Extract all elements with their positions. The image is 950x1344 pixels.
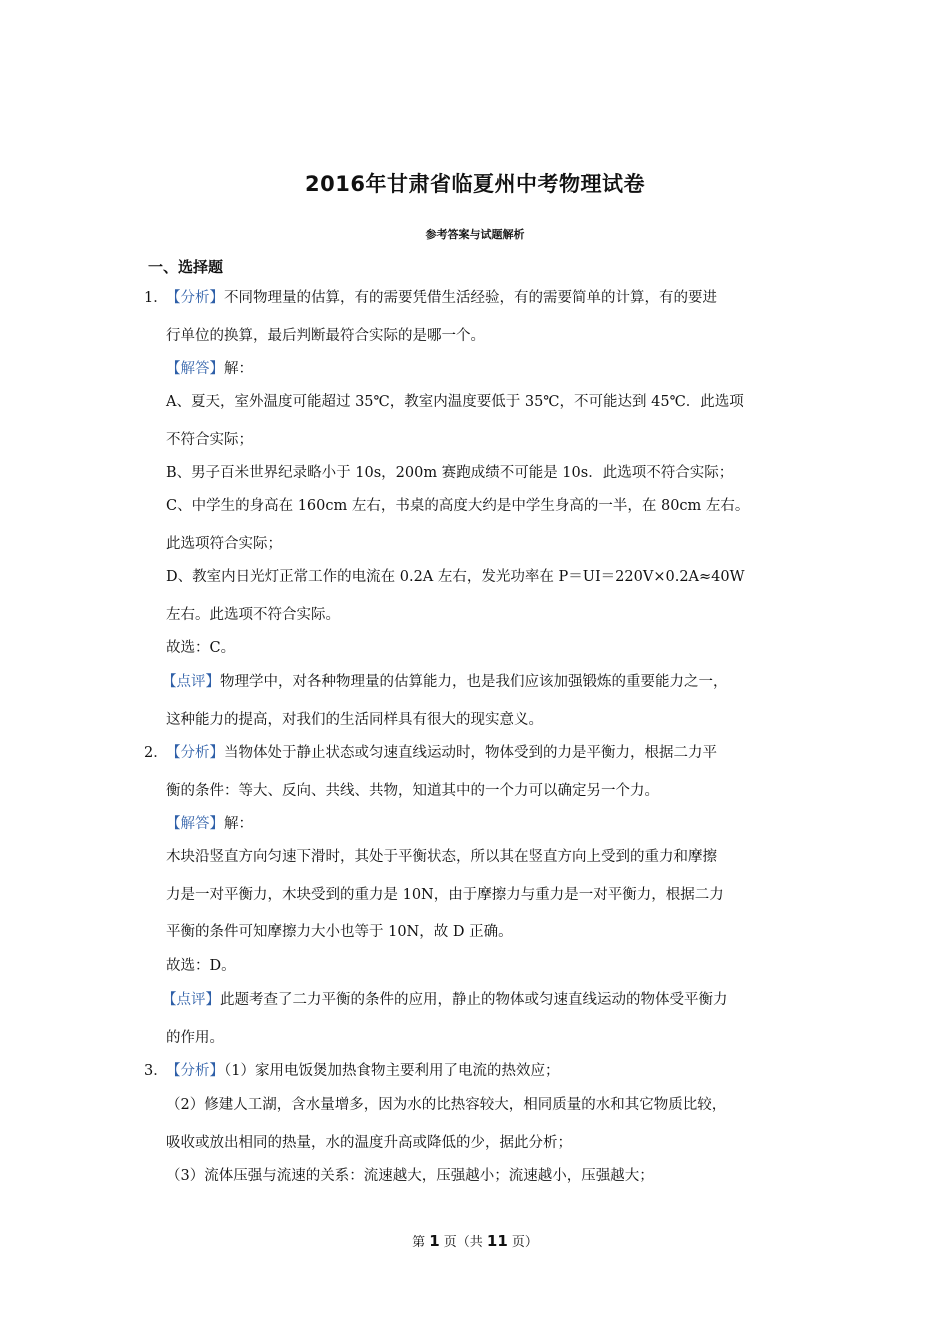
answer-tag: 【解答】 <box>166 816 224 832</box>
analysis-tag: 【分析】 <box>166 290 224 306</box>
q2-comment <box>162 990 728 1010</box>
text-line: 衡的条件：等大、反向、共线、共物，知道其中的一个力可以确定另一个力。 <box>166 783 659 799</box>
text-line: 解： <box>224 816 253 832</box>
footer-text: 页） <box>507 1235 538 1250</box>
text-line: D、教室内日光灯正常工作的电流在 0.2A 左右，发光功率在 P＝UI＝220V×0.2A≈40W <box>166 569 745 585</box>
text-line: B、男子百米世界纪录略小于 10s，200m 赛跑成绩不可能是 10s．此选项不符合实际； <box>166 465 734 481</box>
question-number: 2． <box>144 745 168 761</box>
text-line: A、夏天，室外温度可能超过 35℃，教室内温度要低于 35℃，不可能达到 45℃．此选项 <box>166 394 744 410</box>
text-line: 此选项符合实际； <box>166 536 282 552</box>
text-line: 平衡的条件可知摩擦力大小也等于 10N，故 D 正确。 <box>166 924 513 940</box>
comment-tag: 【点评】 <box>162 992 220 1008</box>
q1-answer <box>166 359 253 379</box>
page-footer <box>0 1231 950 1250</box>
page-total: 11 <box>486 1232 508 1250</box>
text-line: 这种能力的提高，对我们的生活同样具有很大的现实意义。 <box>166 712 543 728</box>
text-line: 行单位的换算，最后判断最符合实际的是哪一个。 <box>166 328 485 344</box>
text-line: 此题考查了二力平衡的条件的应用，静止的物体或匀速直线运动的物体受平衡力 <box>220 992 728 1008</box>
q1-analysis <box>166 288 717 308</box>
choice-line: 故选：D。 <box>166 958 236 974</box>
q1-comment <box>162 672 728 692</box>
q2-analysis <box>166 743 717 763</box>
page-number: 1 <box>429 1232 440 1250</box>
text-line: 左右。此选项不符合实际。 <box>166 607 340 623</box>
footer-text: 页（共 <box>439 1235 487 1250</box>
question-number: 1． <box>144 290 168 306</box>
question-number: 3． <box>144 1063 168 1079</box>
text-line: 当物体处于静止状态或匀速直线运动时，物体受到的力是平衡力，根据二力平 <box>224 745 717 761</box>
analysis-tag: 【分析】 <box>166 745 224 761</box>
text-line: 的作用。 <box>166 1030 224 1046</box>
text-line: 力是一对平衡力，木块受到的重力是 10N，由于摩擦力与重力是一对平衡力，根据二力 <box>166 887 724 903</box>
text-line: 吸收或放出相同的热量，水的温度升高或降低的少，据此分析； <box>166 1135 572 1151</box>
text-line: 不同物理量的估算，有的需要凭借生活经验，有的需要简单的计算，有的要进 <box>224 290 717 306</box>
section-heading: 一、选择题 <box>148 258 224 276</box>
choice-line: 故选：C。 <box>166 640 236 656</box>
comment-tag: 【点评】 <box>162 674 220 690</box>
text-line: C、中学生的身高在 160cm 左右，书桌的高度大约是中学生身高的一半，在 80cm 左右。 <box>166 498 750 514</box>
page-subtitle: 参考答案与试题解析 <box>425 228 525 241</box>
text-line: （3）流体压强与流速的关系：流速越大，压强越小；流速越小，压强越大； <box>166 1168 654 1184</box>
page-title: 2016年甘肃省临夏州中考物理试卷 <box>305 172 645 196</box>
text-line: 不符合实际； <box>166 432 253 448</box>
analysis-tag: 【分析】 <box>166 1063 224 1079</box>
footer-text: 第 <box>412 1235 430 1250</box>
answer-tag: 【解答】 <box>166 361 224 377</box>
q2-answer <box>166 814 253 834</box>
text-line: （1）家用电饭煲加热食物主要利用了电流的热效应； <box>224 1063 560 1079</box>
text-line: 解： <box>224 361 253 377</box>
text-line: 木块沿竖直方向匀速下滑时，其处于平衡状态，所以其在竖直方向上受到的重力和摩擦 <box>166 849 717 865</box>
q3-analysis <box>166 1061 559 1081</box>
text-line: （2）修建人工湖，含水量增多，因为水的比热容较大，相同质量的水和其它物质比较， <box>166 1097 727 1113</box>
text-line: 物理学中，对各种物理量的估算能力，也是我们应该加强锻炼的重要能力之一， <box>220 674 728 690</box>
